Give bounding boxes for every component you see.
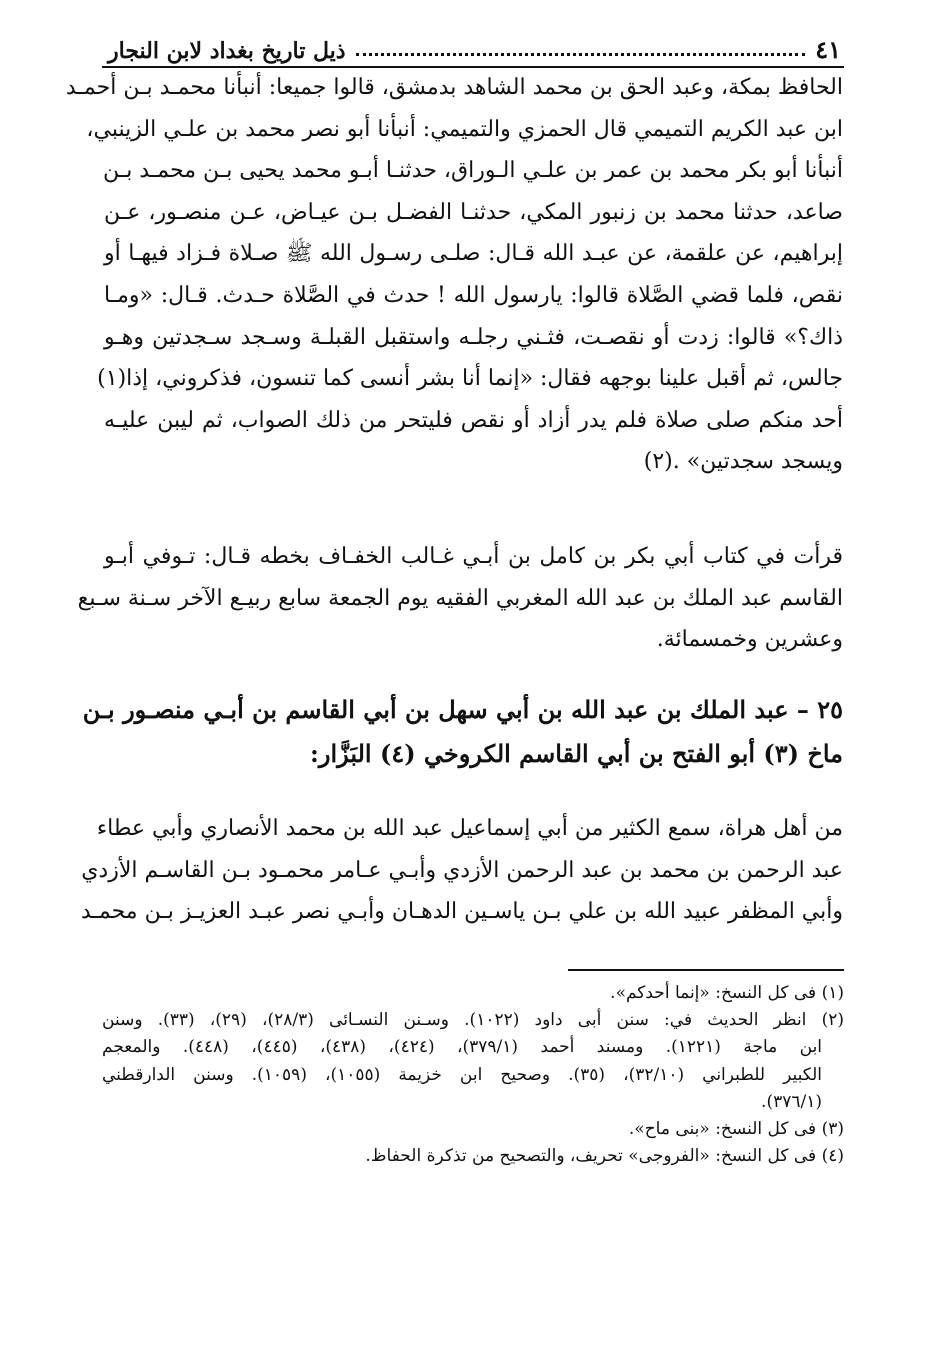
- text-line: ابن عبد الكريم التميمي قال الحمزي والتميمي: أنبأنا أبو نصر محمد بن علـي الزينبي،: [86, 116, 843, 142]
- text-line: ويسجد سجدتين» .(٢): [643, 449, 843, 475]
- footnote-4: [102, 1143, 844, 1170]
- footnote-line: ابن ماجة (١٢٢١). ومسند أحمد (٣٧٩/١)، (٤٢٤)، (٤٣٨)، (٤٤٥)، (٤٤٨). والمعجم: [102, 1037, 823, 1058]
- header-dot-leader: [356, 53, 806, 56]
- footnote-rule: [568, 969, 844, 971]
- text-line: نقص، فلما قضي الصَّلاة قالوا: يارسول الله ! حدث في الصَّلاة حـدث. قـال: «ومـا: [104, 282, 843, 308]
- text-line: من أهل هراة، سمع الكثير من أبي إسماعيل عبد الله بن محمد الأنصاري وأبي عطاء: [96, 816, 843, 841]
- footnote-line: (١) فى كل النسخ: «إنما أحدكم».: [610, 983, 844, 1003]
- footnote-line: (٣٧٦/١).: [761, 1091, 822, 1112]
- footnote-2: [102, 1007, 844, 1116]
- footnote-line: الكبير للطبراني (٣٢/١٠)، (٣٥). وصحيح ابن خزيمة (١٠٥٥)، (١٠٥٩). وسنن الدارقطني: [102, 1064, 823, 1085]
- text-line: ذاك؟» قالوا: زدت أو نقصـت، فثـني رجلـه واستقبل القبلـة وسـجد سـجدتين وهـو: [104, 324, 843, 350]
- heading-line: ٢٥ – عبد الملك بن عبد الله بن أبي سهل بن أبي القاسم بن أبـي منصـور بـن: [82, 695, 843, 724]
- narration-paragraph: [65, 67, 844, 483]
- heading-line: ماخ (٣) أبو الفتح بن أبي القاسم الكروخي (٤) البَزَّار:: [310, 739, 843, 768]
- text-line: صاعد، حدثنا محمد بن زنبور المكي، حدثنـا الفضـل بـن عيـاض، عـن منصـور، عـن: [104, 199, 843, 225]
- footnote-line: (٣) فى كل النسخ: «بنى ماح».: [628, 1118, 844, 1139]
- text-line: وأبي المظفر عبيد الله بن علي بـن ياسـين الدهـان وأبـي نصر عبـد العزيـز بـن محمـد: [80, 899, 843, 925]
- footnote-1: [102, 980, 844, 1007]
- text-line: وعشرين وخمسمائة.: [656, 627, 843, 653]
- biography-paragraph: [80, 808, 843, 933]
- running-header: [108, 20, 841, 64]
- page-number: ٤١: [815, 35, 841, 64]
- text-line: جالس، ثم أقبل علينا بوجهه فقال: «إنما أنا بشر أنسى كما تنسون، فذكروني، إذا(١): [97, 366, 843, 392]
- text-line: أنبأنا أبو بكر محمد بن عمر بن علـي الـوراق، حدثنـا أبـو محمد يحيى بـن محمـد بـن: [103, 158, 843, 184]
- text-line: عبد الرحمن بن محمد بن عبد الرحمن الأزدي وأبـي عـامر محمـود بـن القاسـم الأزدي: [81, 857, 843, 883]
- footnote-line: (٤) فى كل النسخ: «الفروجى» تحريف، والتصحيح من تذكرة الحفاظ.: [365, 1146, 844, 1167]
- book-title: ذيل تاريخ بغداد لابن النجار: [108, 38, 346, 64]
- footnotes: [102, 980, 844, 1170]
- text-line: القاسم عبد الملك بن عبد الله المغربي الفقيه يوم الجمعة سابع ربيـع الآخر سـنة سـبع: [77, 585, 843, 611]
- footnote-3: [102, 1116, 844, 1143]
- text-line: إبراهيم، عن علقمة، عن عبـد الله قـال: صلـى رسـول الله ﷺ صـلاة فـزاد فيهـا أو: [104, 241, 843, 267]
- biography-entry-heading: [82, 688, 843, 776]
- text-line: قرأت في كتاب أبي بكر بن كامل بن أبـي غـالب الخفـاف بخطه قـال: تـوفي أبـو: [104, 544, 843, 569]
- text-line: أحد منكم صلى صلاة فلم يدر أزاد أو نقص فليتحر من ذلك الصواب، ثم ليبن عليـه: [104, 407, 844, 433]
- death-note-paragraph: [77, 536, 843, 661]
- footnote-line: (٢) انظر الحديث في: سنن أبى داود (١٠٢٢). وسـنن النسـائى (٢٨/٣)، (٢٩)، (٣٣). وسنن: [102, 1010, 844, 1031]
- text-line: الحافظ بمكة، وعبد الحق بن محمد الشاهد بدمشق، قالوا جميعا: أنبأنا محمـد بـن أحمـد: [65, 75, 843, 100]
